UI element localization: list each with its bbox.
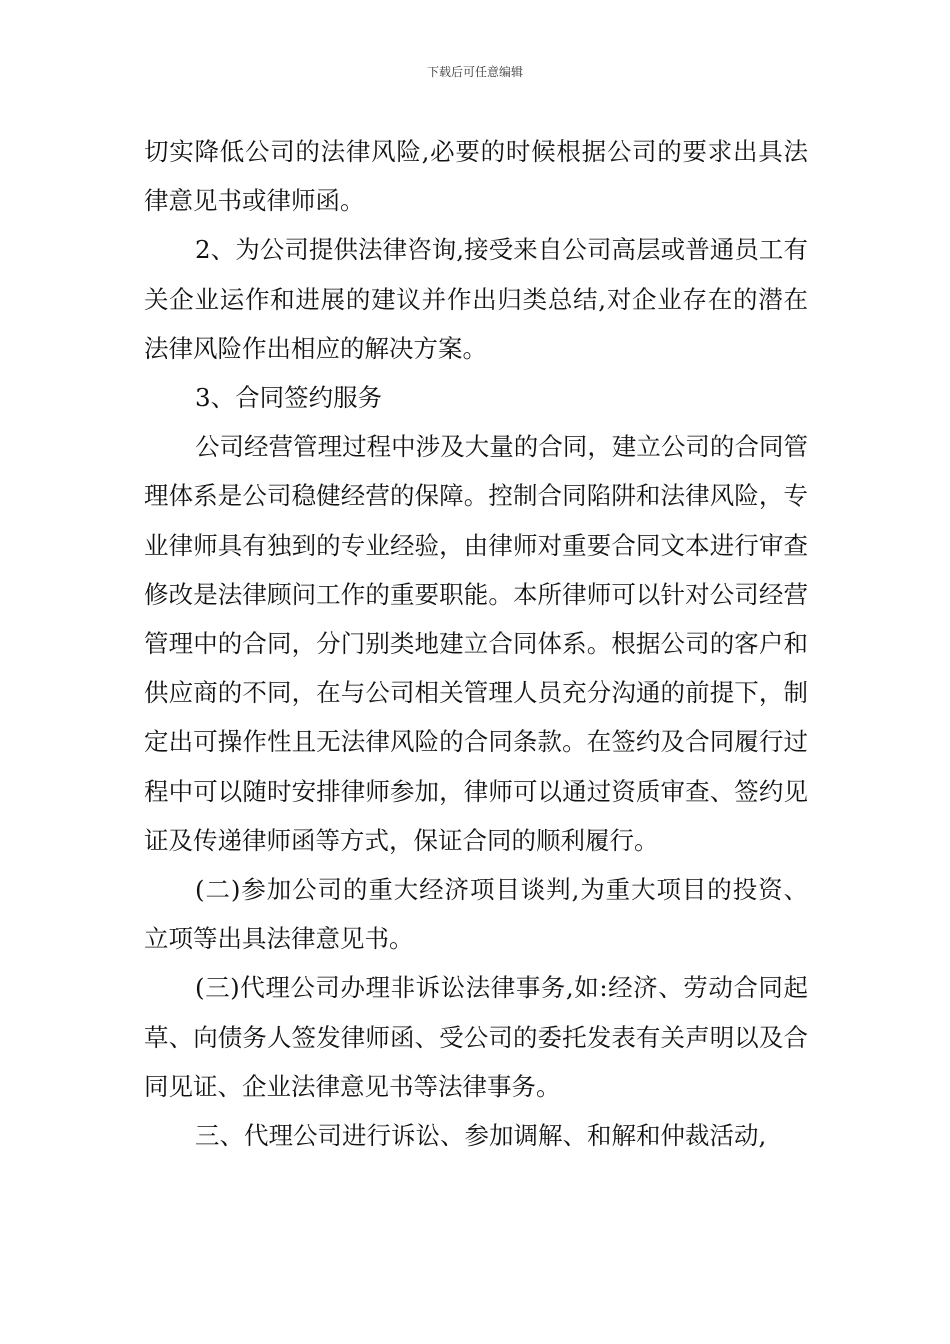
paragraph-5: (二)参加公司的重大经济项目谈判,为重大项目的投资、立项等出具法律意见书。 [144,875,808,954]
paragraph-4: 公司经营管理过程中涉及大量的合同，建立公司的合同管理体系是公司稳健经营的保障。控制合同陷阱和法律风险，专业律师具有独到的专业经验，由律师对重要合同文本进行审查修改是法律顾问工作的重要职能。本所律师可以针对公司经营管理中的合同，分门别类地建立合同体系。根据公司的客户和供应商的不同，在与公司相关管理人员充分沟通的前提下，制定出可操作性且无法律风险的合同条款。在签约及合同履行过程中可以随时安排律师参加，律师可以通过资质审查、签约见证及传递律师函等方式，保证合同的顺利履行。 [144,432,808,855]
document-body [144,127,808,1160]
paragraph-1: 切实降低公司的法律风险,必要的时候根据公司的要求出具法律意见书或律师函。 [144,137,808,216]
paragraph-7: 三、代理公司进行诉讼、参加调解、和解和仲裁活动, [195,1121,767,1151]
paragraph-6: (三)代理公司办理非诉讼法律事务,如:经济、劳动合同起草、向债务人签发律师函、受公司的委托发表有关声明以及合同见证、企业法律意见书等法律事务。 [144,973,808,1101]
paragraph-2: 2、为公司提供法律咨询,接受来自公司高层或普通员工有关企业运作和进展的建议并作出归类总结,对企业存在的潜在法律风险作出相应的解决方案。 [144,235,808,363]
paragraph-3: 3、合同签约服务 [195,383,383,413]
page-header: 下载后可任意编辑 [426,65,523,79]
